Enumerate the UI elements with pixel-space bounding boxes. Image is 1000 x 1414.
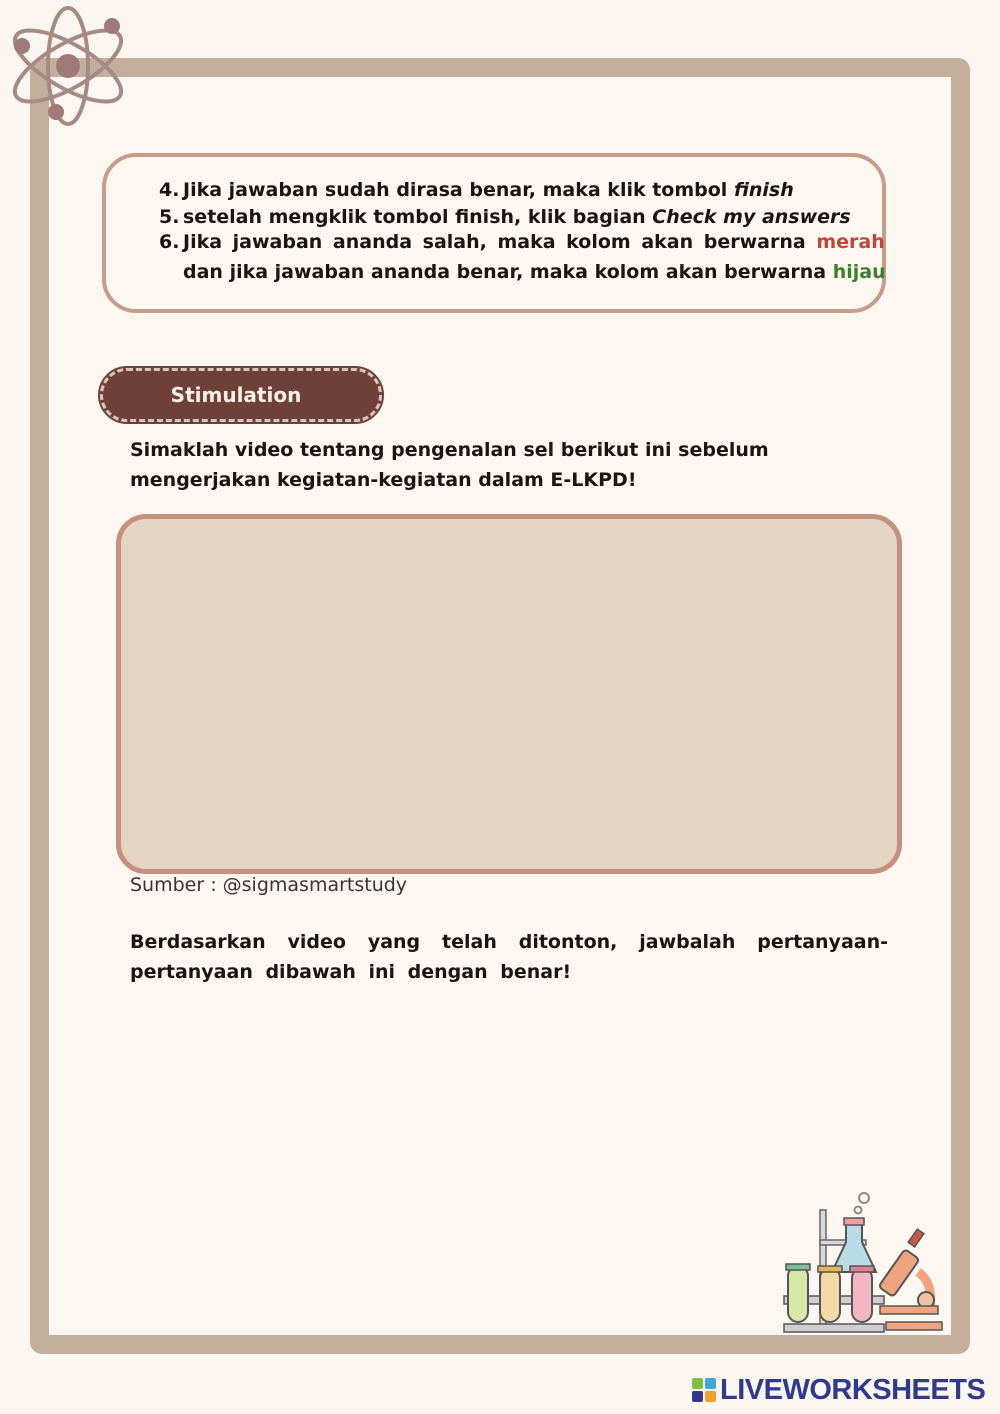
- video-placeholder[interactable]: [116, 514, 902, 874]
- stimulation-intro: Simaklah video tentang pengenalan sel berikut ini sebelum mengerjakan kegiatan-kegiatan dalam E-LKPD!: [130, 439, 769, 491]
- instruction-item: 6. Jika jawaban ananda salah, maka kolom akan berwarna merah: [159, 231, 885, 253]
- instruction-item: 4. Jika jawaban sudah dirasa benar, maka klik tombol finish: [159, 179, 794, 201]
- liveworksheets-logo-icon: [692, 1378, 716, 1402]
- atom-icon: [4, 4, 130, 128]
- liveworksheets-wordmark: LIVEWORKSHEETS: [720, 1373, 986, 1406]
- question-prompt: Berdasarkan video yang telah ditonton, jawbalah pertanyaan-pertanyaan dibawah ini dengan benar!: [130, 931, 888, 983]
- instructions-box: [102, 153, 886, 313]
- stimulation-badge: Stimulation: [100, 368, 382, 422]
- video-source: Sumber : @sigmasmartstudy: [130, 874, 408, 896]
- instruction-item-continued: dan jika jawaban ananda benar, maka kolom akan berwarna hijau: [183, 261, 886, 283]
- liveworksheets-brand: [692, 1374, 985, 1406]
- instruction-item: 5. setelah mengklik tombol finish, klik bagian Check my answers: [159, 206, 851, 228]
- laboratory-equipment-icon: [780, 1188, 944, 1338]
